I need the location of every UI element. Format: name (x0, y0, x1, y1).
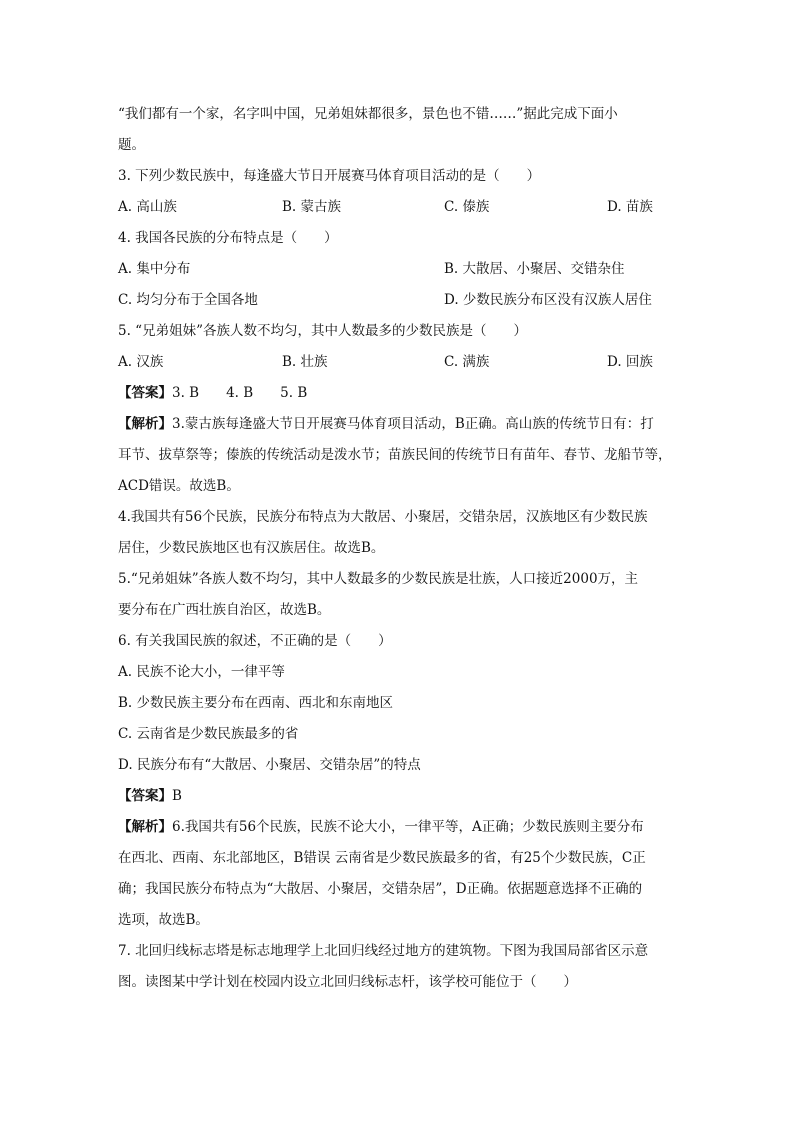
question-5-option-a: A. 汉族 (118, 354, 164, 370)
analysis-2-line-2: 在西北、西南、东北部地区，B错误 云南省是少数民族最多的省，有25个少数民族，C正 (118, 850, 646, 866)
question-3-option-c: C. 傣族 (444, 199, 490, 215)
answer-text: B (172, 788, 182, 804)
question-7-line-2: 图。读图某中学计划在校园内设立北回归线标志杆，该学校可能位于（ ） (118, 974, 577, 990)
intro-line-2: 题。 (118, 137, 145, 153)
analysis-1-line-3: ACD错误。故选B。 (118, 478, 240, 494)
analysis-label: 【解析】 (118, 819, 172, 835)
question-5-option-c: C. 满族 (444, 354, 490, 370)
question-3-option-b: B. 蒙古族 (282, 199, 342, 215)
analysis-1-line-5: 居住，少数民族地区也有汉族居住。故选B。 (118, 540, 385, 556)
question-4-option-c: C. 均匀分布于全国各地 (118, 292, 258, 308)
analysis-1-line-1 (118, 415, 678, 433)
analysis-1-line-4: 4.我国共有56个民族，民族分布特点为大散居、小聚居，交错杂居，汉族地区有少数民族 (118, 509, 648, 525)
analysis-1-line-6: 5.“兄弟姐妹”各族人数不均匀，其中人数最多的少数民族是壮族，人口接近2000万，主 (118, 571, 639, 587)
question-4-option-a: A. 集中分布 (118, 261, 191, 277)
question-6-stem: 6. 有关我国民族的叙述，不正确的是（ ） (118, 633, 392, 649)
answer-text: 3. B 4. B 5. B (172, 385, 308, 401)
question-6-option-b: B. 少数民族主要分布在西南、西北和东南地区 (118, 695, 394, 711)
question-6-option-a: A. 民族不论大小，一律平等 (118, 664, 285, 680)
question-6-option-d: D. 民族分布有“大散居、小聚居、交错杂居”的特点 (118, 757, 421, 773)
analysis-2-line-1 (118, 818, 678, 836)
answer-block-2 (118, 787, 678, 805)
intro-line-1: “我们都有一个家，名字叫中国，兄弟姐妹都很多，景色也不错……”据此完成下面小 (118, 106, 618, 122)
question-6-option-c: C. 云南省是少数民族最多的省 (118, 726, 299, 742)
question-4-stem: 4. 我国各民族的分布特点是（ ） (118, 230, 338, 246)
answer-block-1 (118, 384, 678, 402)
question-5-option-d: D. 回族 (607, 354, 653, 370)
question-3-option-d: D. 苗族 (607, 199, 653, 215)
question-3-stem: 3. 下列少数民族中，每逢盛大节日开展赛马体育项目活动的是（ ） (118, 168, 541, 184)
analysis-1-line-7: 要分布在广西壮族自治区，故选B。 (118, 602, 331, 618)
question-4-option-b: B. 大散居、小聚居、交错杂住 (444, 261, 625, 277)
analysis-1-line-2: 耳节、拔草祭等；傣族的传统活动是泼水节；苗族民间的传统节日有苗年、春节、龙船节等， (118, 447, 672, 463)
answer-label: 【答案】 (118, 788, 172, 804)
analysis-label: 【解析】 (118, 416, 172, 432)
analysis-text: 6.我国共有56个民族，民族不论大小，一律平等，A正确；少数民族则主要分布 (172, 819, 644, 835)
question-5-stem: 5. “兄弟姐妹”各族人数不均匀，其中人数最多的少数民族是（ ） (118, 323, 527, 339)
question-4-option-d: D. 少数民族分布区没有汉族人居住 (444, 292, 652, 308)
analysis-text: 3.蒙古族每逢盛大节日开展赛马体育项目活动，B正确。高山族的传统节日有：打 (172, 416, 654, 432)
question-3-option-a: A. 高山族 (118, 199, 177, 215)
analysis-2-line-4: 选项，故选B。 (118, 912, 209, 928)
question-7-line-1: 7. 北回归线标志塔是标志地理学上北回归线经过地方的建筑物。下图为我国局部省区示意 (118, 943, 649, 959)
analysis-2-line-3: 确；我国民族分布特点为“大散居、小聚居，交错杂居”，D正确。依据题意选择不正确的 (118, 881, 643, 897)
answer-label: 【答案】 (118, 385, 172, 401)
question-5-option-b: B. 壮族 (282, 354, 328, 370)
